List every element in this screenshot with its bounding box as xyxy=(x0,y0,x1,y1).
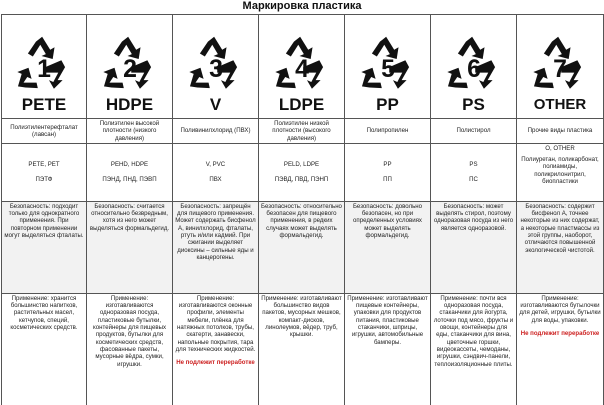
safety-row xyxy=(2,201,604,293)
usage-text: Применение: изготавливаются бутылочки для детей, игрушки, бутылки для воды, упаковки. xyxy=(519,294,601,324)
not-recyclable-warning: Не подлежит переработке xyxy=(520,330,600,338)
safety-text: Безопасность: довольно безопасен, но при определенных условиях может выделять формальдегид. xyxy=(345,201,431,293)
full-name: Полипропилен xyxy=(345,119,431,144)
abbreviation: PETE xyxy=(21,95,67,114)
resin-code-number: 6 xyxy=(466,56,481,84)
codes-latin: PETE, PET xyxy=(28,161,60,169)
not-recyclable-warning: Не подлежит переработке xyxy=(176,359,255,367)
recycle-triangle-icon xyxy=(443,33,505,95)
safety-text: Безопасность: может выделять стирол, поэтому одноразовая посуда из него является одноразовой. xyxy=(431,201,517,293)
recycle-cell-1 xyxy=(2,15,87,119)
recycle-triangle-icon xyxy=(99,33,161,95)
icon-row xyxy=(2,15,604,119)
recycle-cell-7 xyxy=(517,15,604,119)
abbreviation: HDPE xyxy=(105,95,154,114)
safety-text: Безопасность: считается относительно безвредным, хотя из него может выделяться формальдегид. xyxy=(87,201,173,293)
full-name: Прочие виды пластика xyxy=(517,119,604,144)
recycle-cell-2 xyxy=(87,15,173,119)
codes-cyrillic: ПЭНД, ПНД, ПЭВП xyxy=(102,176,157,184)
codes-latin: PS xyxy=(469,161,478,169)
abbreviation: OTHER xyxy=(533,96,587,113)
full-name: Полистирол xyxy=(431,119,517,144)
recycle-cell-6 xyxy=(431,15,517,119)
abbreviation: PP xyxy=(376,95,399,114)
resin-code-number: 1 xyxy=(37,56,51,84)
usage-text: Применение: изготавливаются оконные профили, элементы мебели, плёнка для натяжных потолков, трубы, скатерти, занавески, напольные покрытия, тара для технических жидкостей. xyxy=(175,294,256,353)
safety-text: Безопасность: запрещён для пищевого применения. Может содержать бисфенол А, винилхлорид, фталаты, ртуть и/или кадмий. При сжигании выделяет диоксины – сильные яды и канцерогены. xyxy=(173,201,259,293)
recycle-triangle-icon xyxy=(357,33,419,95)
abbreviation: LDPE xyxy=(278,95,325,114)
full-name: Полиэтилен низкой плотности (высокого давления) xyxy=(259,119,345,144)
recycle-cell-3 xyxy=(173,15,259,119)
usage-text: Применение: почти вся одноразовая посуда, стаканчики для йогурта, лоточки под мясо, фрукты и овощи, контейнеры для еды, стаканчики для вина, цветочные горшки, видеокассеты, чемоданы, игрушки, сэндвич-панели, теплоизоляционные плиты. xyxy=(433,294,514,368)
recycle-triangle-icon xyxy=(13,33,75,95)
resin-code-number: 5 xyxy=(380,56,395,84)
codes-latin: V, PVC xyxy=(205,161,226,169)
full-name-row xyxy=(2,119,604,144)
usage-text: Применение: изготавливают большинство видов пакетов, мусорных мешков, компакт-дисков, линолеумов, вёдер, труб, крышки. xyxy=(261,294,342,339)
recycle-triangle-icon xyxy=(529,33,591,95)
resin-code-number: 2 xyxy=(122,56,137,84)
safety-text: Безопасность: подходит только для однократного применения. При повторном применении могут выделяться фталаты. xyxy=(2,201,87,293)
page-title: Маркировка пластика xyxy=(242,0,362,12)
usage-text: Применение: хранится большинство напитков, растительных масел, кетчупов, специй, косметических средств. xyxy=(10,294,78,332)
codes-cyrillic: ПВХ xyxy=(209,176,222,184)
resin-code-number: 4 xyxy=(294,56,309,84)
codes-cyrillic: ПС xyxy=(469,176,478,184)
recycle-cell-4 xyxy=(259,15,345,119)
codes-latin: O, OTHER xyxy=(545,144,575,152)
codes-cyrillic: Полиуретан, поликарбонат, полиамиды, поликрилонитрил, биопластики xyxy=(521,156,599,186)
codes-cyrillic: ПЭТФ xyxy=(35,176,53,184)
usage-text: Применение: изготавливают пищевые контейнеры, упаковки для продуктов питания, пластиковые стаканчики, шприцы, игрушки, автомобильные бамперы. xyxy=(347,294,428,346)
plastic-marking-table xyxy=(1,14,604,405)
codes-latin: PEHD, HDPE xyxy=(110,161,149,169)
abbreviation: V xyxy=(209,95,222,114)
codes-cyrillic: ПП xyxy=(383,176,392,184)
safety-text: Безопасность: относительно безопасен для пищевого применения, в редких случаях может выделять формальдегид. xyxy=(259,201,345,293)
full-name: Полиэтилентерефталат (лавсан) xyxy=(2,119,87,144)
full-name: Полиэтилен высокой плотности (низкого давления) xyxy=(87,119,173,144)
recycle-cell-5 xyxy=(345,15,431,119)
codes-row xyxy=(2,143,604,201)
abbreviation: PS xyxy=(462,95,485,114)
recycle-triangle-icon xyxy=(185,33,247,95)
resin-code-number: 3 xyxy=(208,56,223,84)
usage-text: Применение: изготавливаются одноразовая посуда, пластиковые бутылки, контейнеры для пищевых продуктов, бутылки для косметических средств, фасованные пакеты, мусорные вёдра, сумки, игрушки. xyxy=(92,294,167,368)
codes-latin: PP xyxy=(383,161,392,169)
codes-latin: PELD, LDPE xyxy=(283,161,320,169)
full-name: Поливинилхлорид (ПВХ) xyxy=(173,119,259,144)
recycle-triangle-icon xyxy=(271,33,333,95)
safety-text: Безопасность: содержит бисфенол А, точнее некоторые из них содержат, а некоторые пластмассы из этой группы, наоборот, отличаются повышенной экологической чистотой. xyxy=(517,201,604,293)
resin-code-number: 7 xyxy=(553,56,567,84)
codes-cyrillic: ПЭВД, ПВД, ПЭНП xyxy=(274,176,329,184)
usage-row xyxy=(2,293,604,405)
